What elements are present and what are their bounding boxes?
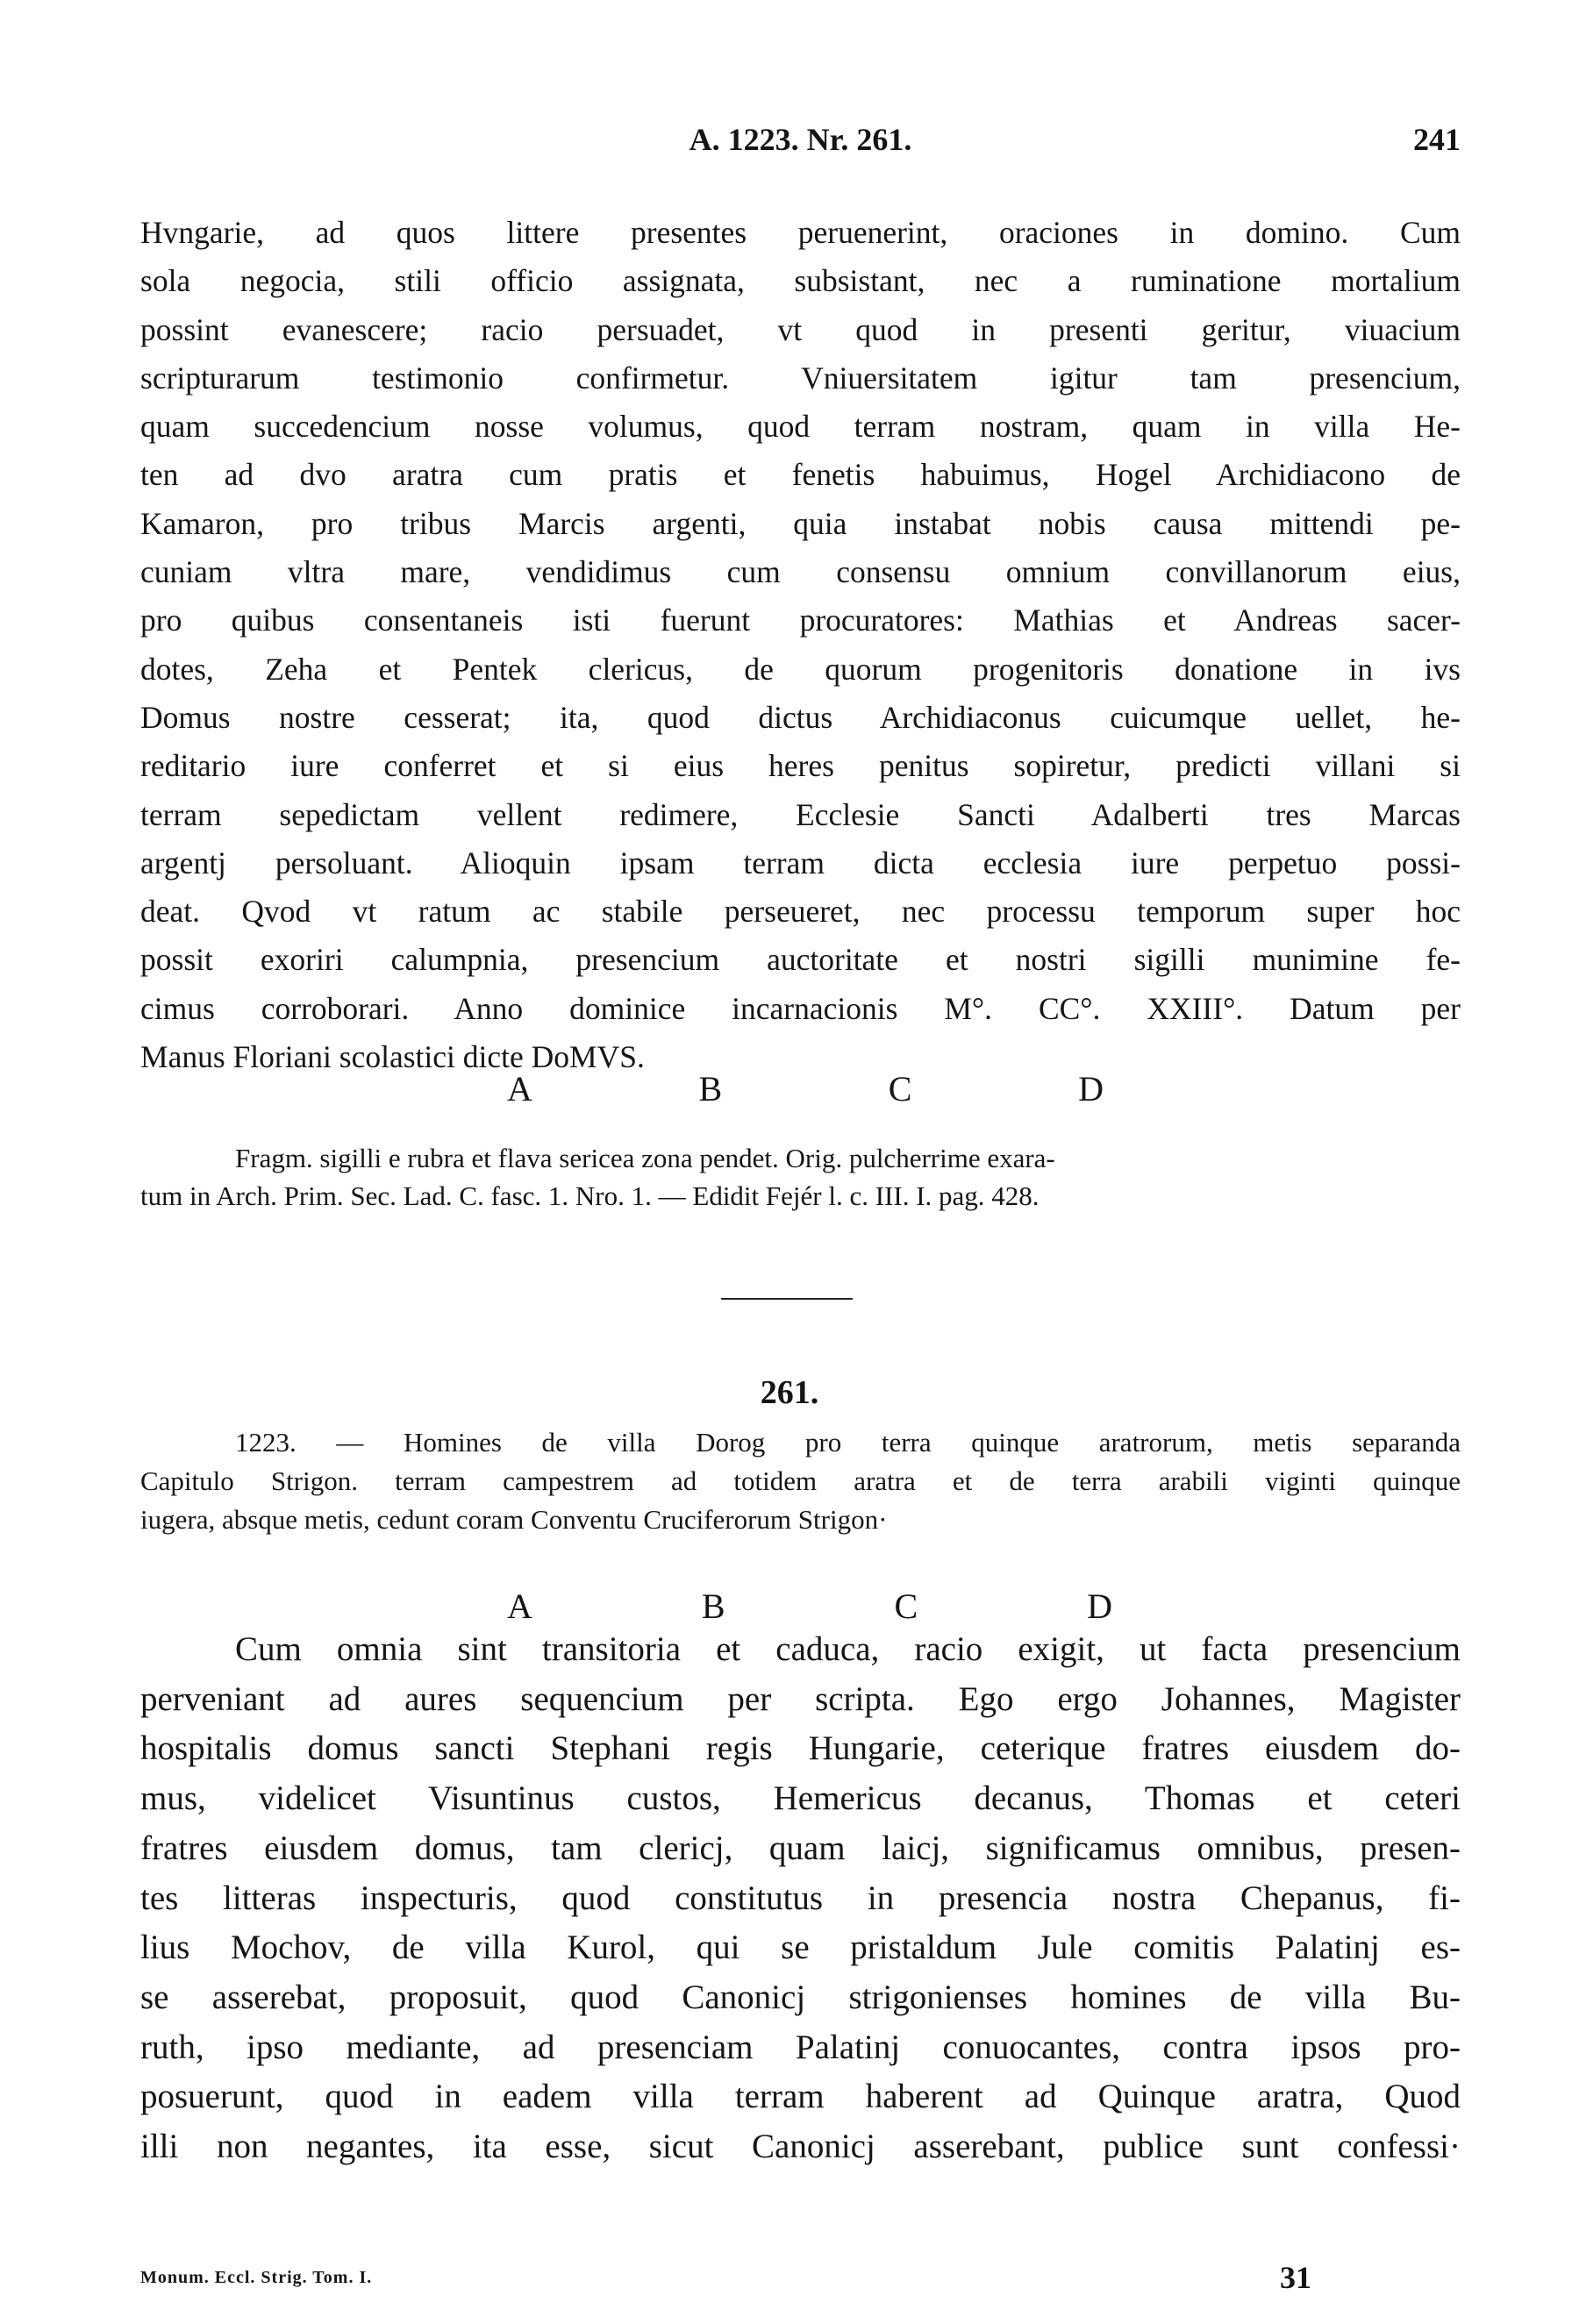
text-line: quam succedencium nosse volumus, quod terram nostram, quam in villa He-: [140, 409, 1461, 445]
text-line: posuerunt, quod in eadem villa terram haberent ad Quinque aratra, Quod: [140, 2078, 1461, 2116]
text-line: Hvngarie, ad quos littere presentes peruenerint, oraciones in domino. Cum: [140, 215, 1461, 250]
text-line: illi non negantes, ita esse, sicut Canonicj asserebant, publice sunt confessi·: [140, 2128, 1461, 2166]
text-line: cuniam vltra mare, vendidimus cum consensu omnium convillanorum eius,: [140, 554, 1461, 590]
text-line: tes litteras inspecturis, quod constitutus in presencia nostra Chepanus, fi-: [140, 1878, 1461, 1917]
text-line: dotes, Zeha et Pentek clericus, de quorum progenitoris donatione in ivs: [140, 651, 1461, 687]
text-line: reditario iure conferret et si eius heres penitus sopiretur, predicti villani si: [140, 748, 1461, 784]
text-line: ten ad dvo aratra cum pratis et fenetis habuimus, Hogel Archidiacono de: [140, 457, 1461, 493]
chirograph-letter: B: [701, 1586, 725, 1626]
chirograph-letters: [507, 1068, 1104, 1109]
chirograph-letter: B: [698, 1069, 723, 1109]
text-line: se asserebat, proposuit, quod Canonicj strigonienses homines de villa Bu-: [140, 1978, 1461, 2016]
text-line: deat. Qvod vt ratum ac stabile perseueret, nec processu temporum super hoc: [140, 894, 1461, 930]
summary-line: Capitulo Strigon. terram campestrem ad totidem aratra et de terra arabili viginti quinque: [140, 1465, 1461, 1496]
chirograph-letter: C: [888, 1069, 912, 1109]
text-line: argentj persoluant. Alioquin ipsam terram dicta ecclesia iure perpetuo possi-: [140, 845, 1461, 880]
charter-text-continued: [140, 209, 1461, 1081]
editorial-note: [140, 1139, 1461, 1215]
running-title: A. 1223. Nr. 261.: [689, 122, 912, 157]
text-line: possit exoriri calumpnia, presencium auctoritate et nostri sigilli munimine fe-: [140, 942, 1461, 978]
footer-sheet-number: 31: [1280, 2260, 1311, 2295]
chirograph-letter: D: [1078, 1069, 1104, 1109]
text-line: sola negocia, stili officio assignata, subsistant, nec a ruminatione mortalium: [140, 263, 1461, 299]
note-line: tum in Arch. Prim. Sec. Lad. C. fasc. 1. Nro. 1. — Edidit Fejér l. c. III. I. pag. 428.: [140, 1180, 1040, 1211]
chirograph-letter: D: [1087, 1586, 1112, 1626]
chirograph-letter: A: [507, 1069, 532, 1109]
text-line: possint evanescere; racio persuadet, vt quod in presenti geritur, viuacium: [140, 311, 1461, 347]
text-line: fratres eiusdem domus, tam clericj, quam laicj, significamus omnibus, presen-: [140, 1829, 1461, 1867]
text-line: Cum omnia sint transitoria et caduca, racio exigit, ut facta presencium: [235, 1630, 1461, 1668]
text-line: hospitalis domus sancti Stephani regis Hungarie, ceterique fratres eiusdem do-: [140, 1729, 1461, 1768]
text-line: Kamaron, pro tribus Marcis argenti, quia instabat nobis causa mittendi pe-: [140, 505, 1461, 541]
chirograph-letter: A: [507, 1586, 532, 1626]
chirograph-letter: C: [894, 1586, 918, 1626]
summary-line: iugera, absque metis, cedunt coram Conventu Cruciferorum Strigon·: [140, 1504, 888, 1535]
chirograph-letters: [507, 1586, 1112, 1627]
document-number: 261.: [760, 1374, 819, 1411]
text-line: mus, videlicet Visuntinus custos, Hemericus decanus, Thomas et ceteri: [140, 1779, 1461, 1818]
text-line: terram sepedictam vellent redimere, Ecclesie Sancti Adalberti tres Marcas: [140, 796, 1461, 832]
charter-text: [140, 1625, 1461, 2172]
text-line: perveniant ad aures sequencium per scripta. Ego ergo Johannes, Magister: [140, 1679, 1461, 1718]
text-line: scripturarum testimonio confirmetur. Vniuersitatem igitur tam presencium,: [140, 360, 1461, 396]
document-summary: [140, 1423, 1461, 1539]
page-number: 241: [1413, 122, 1461, 157]
note-line: Fragm. sigilli e rubra et flava sericea zona pendet. Orig. pulcherrime exara-: [235, 1143, 1055, 1173]
text-line: ruth, ipso mediante, ad presenciam Palatinj conuocantes, contra ipsos pro-: [140, 2028, 1461, 2066]
text-line: Manus Floriani scolastici dicte DoMVS.: [140, 1039, 645, 1075]
section-divider: [721, 1298, 853, 1300]
text-line: Domus nostre cesserat; ita, quod dictus Archidiaconus cuicumque uellet, he-: [140, 699, 1461, 735]
footer-signature: Monum. Eccl. Strig. Tom. I.: [140, 2268, 373, 2287]
page-header: [140, 121, 1461, 165]
text-line: lius Mochov, de villa Kurol, qui se pristaldum Jule comitis Palatinj es-: [140, 1928, 1461, 1967]
text-line: pro quibus consentaneis isti fuerunt procuratores: Mathias et Andreas sacer-: [140, 602, 1461, 638]
summary-line: 1223. — Homines de villa Dorog pro terra quinque aratrorum, metis separanda: [235, 1427, 1461, 1458]
text-line: cimus corroborari. Anno dominice incarnacionis M°. CC°. XXIII°. Datum per: [140, 990, 1461, 1026]
